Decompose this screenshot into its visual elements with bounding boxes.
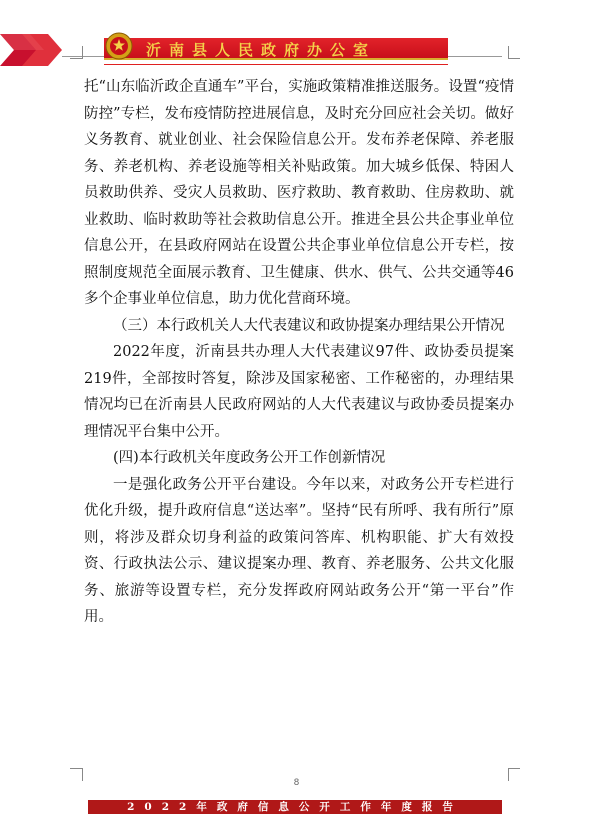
document-body xyxy=(84,74,514,631)
header-line-left xyxy=(62,56,104,57)
footer-bar xyxy=(88,800,502,814)
section-heading-4: (四)本行政机关年度政务公开工作创新情况 xyxy=(113,450,386,466)
section-heading-3: （三）本行政机关人大代表建议和政协提案办理结果公开情况 xyxy=(113,317,505,334)
header-title: 沂南县人民政府办公室 xyxy=(146,41,377,59)
paragraph-innovation: 一是强化政务公开平台建设。今年以来，对政务公开专栏进行优化升级，提升政府信息“送达率”。坚持“民有所呼、我有所行”原则，将涉及群众切身利益的政策问答库、机构职能、扩大有效投资、行政执法公示、建议提案办理、教育、养老服务、公共文化服务、旅游等设置专栏，充分发挥政府网站政务公开“第一平台”作用。 xyxy=(84,476,514,625)
header-banner xyxy=(104,38,448,60)
paragraph-proposals: 2022年度，沂南县共办理人大代表建议97件、政协委员提案219件，全部按时答复，除涉及国家秘密、工作秘密的，办理结果情况均已在沂南县人民政府网站的人大代表建议与政协委员提案办理情况平台集中公开。 xyxy=(84,344,514,440)
crop-mark-tl-h xyxy=(70,58,82,59)
header-underline xyxy=(104,64,448,65)
page-number: 8 xyxy=(293,778,300,788)
footer-text: 2022年政府信息公开工作年度报告 xyxy=(127,801,463,813)
crop-mark-bl-h xyxy=(70,768,82,769)
crop-mark-tr-v xyxy=(508,46,509,59)
national-emblem-icon xyxy=(104,31,134,61)
crop-mark-tr-h xyxy=(508,58,520,59)
header-line-right xyxy=(448,56,502,57)
paragraph-continued: 托“山东临沂政企直通车”平台，实施政策精准推送服务。设置“疫情防控”专栏，发布疫情防控进展信息，及时充分回应社会关切。做好义务教育、就业创业、社会保险信息公开。发布养老保障、养老服务、养老机构、养老设施等相关补贴政策。加大城乡低保、特困人员救助供养、受灾人员救助、医疗救助、教育救助、住房救助、就业救助、临时救助等社会救助信息公开。推进全县公共企事业单位信息公开，在县政府网站在设置公共企事业单位信息公开专栏，按照制度规范全面展示教育、卫生健康、供水、供气、公共交通等46多个企事业单位信息，助力优化营商环境。 xyxy=(84,79,514,307)
red-arrow-icon xyxy=(0,30,62,70)
crop-mark-tl-v xyxy=(82,46,83,59)
crop-mark-br-h xyxy=(508,768,520,769)
